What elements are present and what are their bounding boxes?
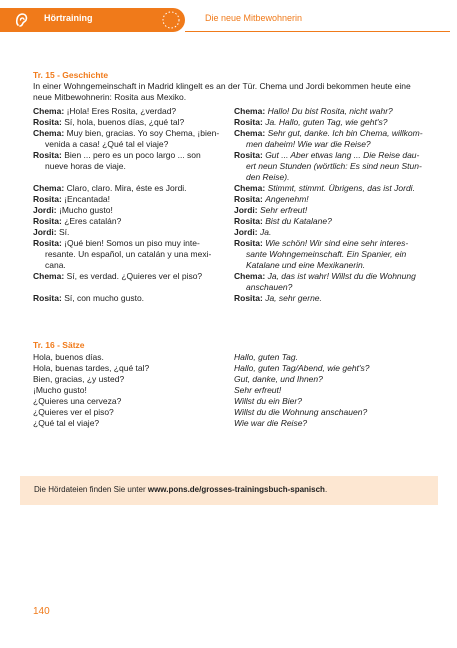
speaker-name: Chema:: [234, 183, 266, 193]
notice-text: [34, 485, 327, 494]
utterance-text: Sí, hola, buenos días, ¿qué tal?: [64, 117, 185, 127]
utterance-text: Ja, sehr gerne.: [265, 293, 322, 303]
utterance-text: Katalane und eine Mexikanerin.: [246, 260, 366, 270]
speaker-name: Jordi:: [234, 205, 258, 215]
speaker-name: Rosita:: [33, 293, 62, 303]
utterance-text: nueve horas de viaje.: [45, 161, 126, 171]
header-tab: [0, 8, 185, 32]
intro-line: In einer Wohngemeinschaft in Madrid klingelt es an der Tür. Chema und Jordi bekommen heute eine: [33, 81, 411, 91]
dialogue-line: [234, 293, 430, 304]
speaker-name: Rosita:: [33, 117, 62, 127]
dialogue-line: [33, 260, 229, 271]
notice-lead: Die Hördateien finden Sie unter: [34, 485, 148, 494]
dialogue-spanish: [33, 106, 229, 304]
utterance-text: Bien ... pero es un poco largo ... son: [64, 150, 201, 160]
utterance-text: ¡Hola! Eres Rosita, ¿verdad?: [66, 106, 177, 116]
dialogue-line: [33, 194, 229, 205]
utterance-text: venida a casa! ¿Qué tal el viaje?: [45, 139, 169, 149]
sentence-line: ¡Mucho gusto!: [33, 385, 87, 395]
speaker-name: Jordi:: [234, 227, 258, 237]
dialogue-line: [33, 139, 229, 150]
utterance-text: anschauen?: [246, 282, 293, 292]
utterance-text: sante Wohngemeinschaft. Ein Spanier, ein: [246, 249, 407, 259]
dialogue-line: [234, 128, 430, 139]
utterance-text: Ja. Hallo, guten Tag, wie geht's?: [265, 117, 388, 127]
utterance-text: Stimmt, stimmt. Übrigens, das ist Jordi.: [267, 183, 415, 193]
speaker-name: Rosita:: [234, 238, 263, 248]
dialogue-line: [33, 227, 229, 238]
utterance-text: Sí, con mucho gusto.: [64, 293, 145, 303]
dialogue-line: [33, 128, 229, 139]
speaker-name: Jordi:: [33, 205, 57, 215]
utterance-text: Ja, das ist wahr! Willst du die Wohnung: [267, 271, 416, 281]
dialogue-german: [234, 106, 430, 304]
audio-files-notice: [20, 476, 438, 505]
download-link[interactable]: www.pons.de/grosses-trainingsbuch-spanisch: [147, 485, 325, 494]
utterance-text: Sí, es verdad. ¿Quieres ver el piso?: [66, 271, 203, 281]
sentence-line: ¿Qué tal el viaje?: [33, 418, 100, 428]
dialogue-line: [33, 117, 229, 128]
sentence-line: Hola, buenas tardes, ¿qué tal?: [33, 363, 150, 373]
speaker-name: Chema:: [33, 106, 65, 116]
speaker-name: Chema:: [33, 183, 65, 193]
dialogue-line: [234, 172, 430, 183]
header-divider: [185, 31, 450, 32]
dialogue-line: [234, 282, 430, 293]
sentence-line: Hallo, guten Tag.: [234, 352, 298, 362]
sentence-line: Wie war die Reise?: [234, 418, 308, 428]
utterance-text: Hallo! Du bist Rosita, nicht wahr?: [267, 106, 393, 116]
sentences-spanish: [33, 352, 229, 429]
speaker-name: Chema:: [33, 128, 65, 138]
utterance-text: Sí.: [59, 227, 70, 237]
dialogue-line: [234, 194, 430, 205]
utterance-text: cana.: [45, 260, 66, 270]
chapter-title: Die neue Mitbewohnerin: [205, 13, 303, 23]
dialogue-line: [234, 227, 430, 238]
dialogue-line: [33, 106, 229, 117]
speaker-name: Rosita:: [33, 150, 62, 160]
utterance-text: Gut ... Aber etwas lang ... Die Reise dau-: [265, 150, 420, 160]
dialogue-spacer: [33, 172, 229, 183]
section-label: Hörtraining: [44, 13, 93, 23]
speaker-name: Rosita:: [33, 194, 62, 204]
utterance-text: ¡Mucho gusto!: [59, 205, 113, 215]
utterance-text: Muy bien, gracias. Yo soy Chema, ¡bien-: [66, 128, 220, 138]
ear-icon: [12, 11, 30, 29]
utterance-text: Wie schön! Wir sind eine sehr interes-: [265, 238, 409, 248]
notice-suffix: .: [324, 485, 328, 494]
speaker-name: Rosita:: [33, 238, 62, 248]
utterance-text: den Reise).: [246, 172, 290, 182]
sentence-line: Hola, buenos días.: [33, 352, 104, 362]
speaker-name: Chema:: [234, 128, 266, 138]
speaker-name: Rosita:: [234, 150, 263, 160]
speaker-name: Rosita:: [234, 194, 263, 204]
speaker-name: Rosita:: [234, 216, 263, 226]
dialogue-line: [33, 161, 229, 172]
sentence-line: Willst du die Wohnung anschauen?: [234, 407, 368, 417]
track16-title: Tr. 16 - Sätze: [33, 340, 85, 350]
dialogue-line: [234, 216, 430, 227]
speaker-name: Chema:: [234, 271, 266, 281]
sentence-line: ¿Quieres ver el piso?: [33, 407, 114, 417]
dialogue-line: [33, 216, 229, 227]
utterance-text: Angenehm!: [265, 194, 309, 204]
speaker-name: Chema:: [33, 271, 65, 281]
sentence-line: Willst du ein Bier?: [234, 396, 302, 406]
sentence-line: Hallo, guten Tag/Abend, wie geht's?: [234, 363, 370, 373]
speaker-name: Rosita:: [234, 117, 263, 127]
utterance-text: Claro, claro. Mira, éste es Jordi.: [66, 183, 187, 193]
sentence-line: ¿Quieres una cerveza?: [33, 396, 122, 406]
speaker-name: Rosita:: [33, 216, 62, 226]
sentence-line: Gut, danke, und Ihnen?: [234, 374, 323, 384]
speaker-name: Chema:: [234, 106, 266, 116]
track15-title: Tr. 15 - Geschichte: [33, 70, 109, 80]
sentences-german: [234, 352, 430, 429]
utterance-text: ¿Eres catalán?: [64, 216, 122, 226]
dialogue-line: [234, 161, 430, 172]
dialogue-line: [33, 183, 229, 194]
dialogue-line: [33, 249, 229, 260]
speaker-name: Rosita:: [234, 293, 263, 303]
utterance-text: ¡Encantada!: [64, 194, 111, 204]
dialogue-line: [234, 106, 430, 117]
dialogue-line: [234, 238, 430, 249]
dialogue-line: [234, 150, 430, 161]
dialogue-spacer: [33, 282, 229, 293]
dialogue-line: [234, 117, 430, 128]
dialogue-line: [234, 271, 430, 282]
dialogue-line: [33, 271, 229, 282]
sentence-line: Sehr erfreut!: [234, 385, 282, 395]
dialogue-line: [234, 249, 430, 260]
utterance-text: ¡Qué bien! Somos un piso muy inte-: [64, 238, 200, 248]
dialogue-line: [234, 205, 430, 216]
utterance-text: men daheim! Wie war die Reise?: [246, 139, 371, 149]
dialogue-line: [234, 139, 430, 150]
dialogue-line: [33, 238, 229, 249]
dialogue-line: [33, 293, 229, 304]
track15-intro: [33, 81, 428, 103]
dotted-ornament-icon: [158, 11, 184, 29]
speaker-name: Jordi:: [33, 227, 57, 237]
utterance-text: Sehr erfreut!: [260, 205, 308, 215]
page-number: 140: [33, 606, 50, 617]
dialogue-line: [33, 150, 229, 161]
utterance-text: resante. Un español, un catalán y una mexi-: [45, 249, 212, 259]
intro-line: neue Mitbewohnerin: Rosita aus Mexiko.: [33, 92, 187, 102]
sentence-line: Bien, gracias, ¿y usted?: [33, 374, 125, 384]
utterance-text: ert neun Stunden (wörtlich: Es sind neun Stun-: [246, 161, 422, 171]
dialogue-line: [33, 205, 229, 216]
utterance-text: Ja.: [260, 227, 272, 237]
utterance-text: Bist du Katalane?: [265, 216, 332, 226]
dialogue-line: [234, 260, 430, 271]
dialogue-line: [234, 183, 430, 194]
utterance-text: Sehr gut, danke. Ich bin Chema, willkom-: [267, 128, 423, 138]
